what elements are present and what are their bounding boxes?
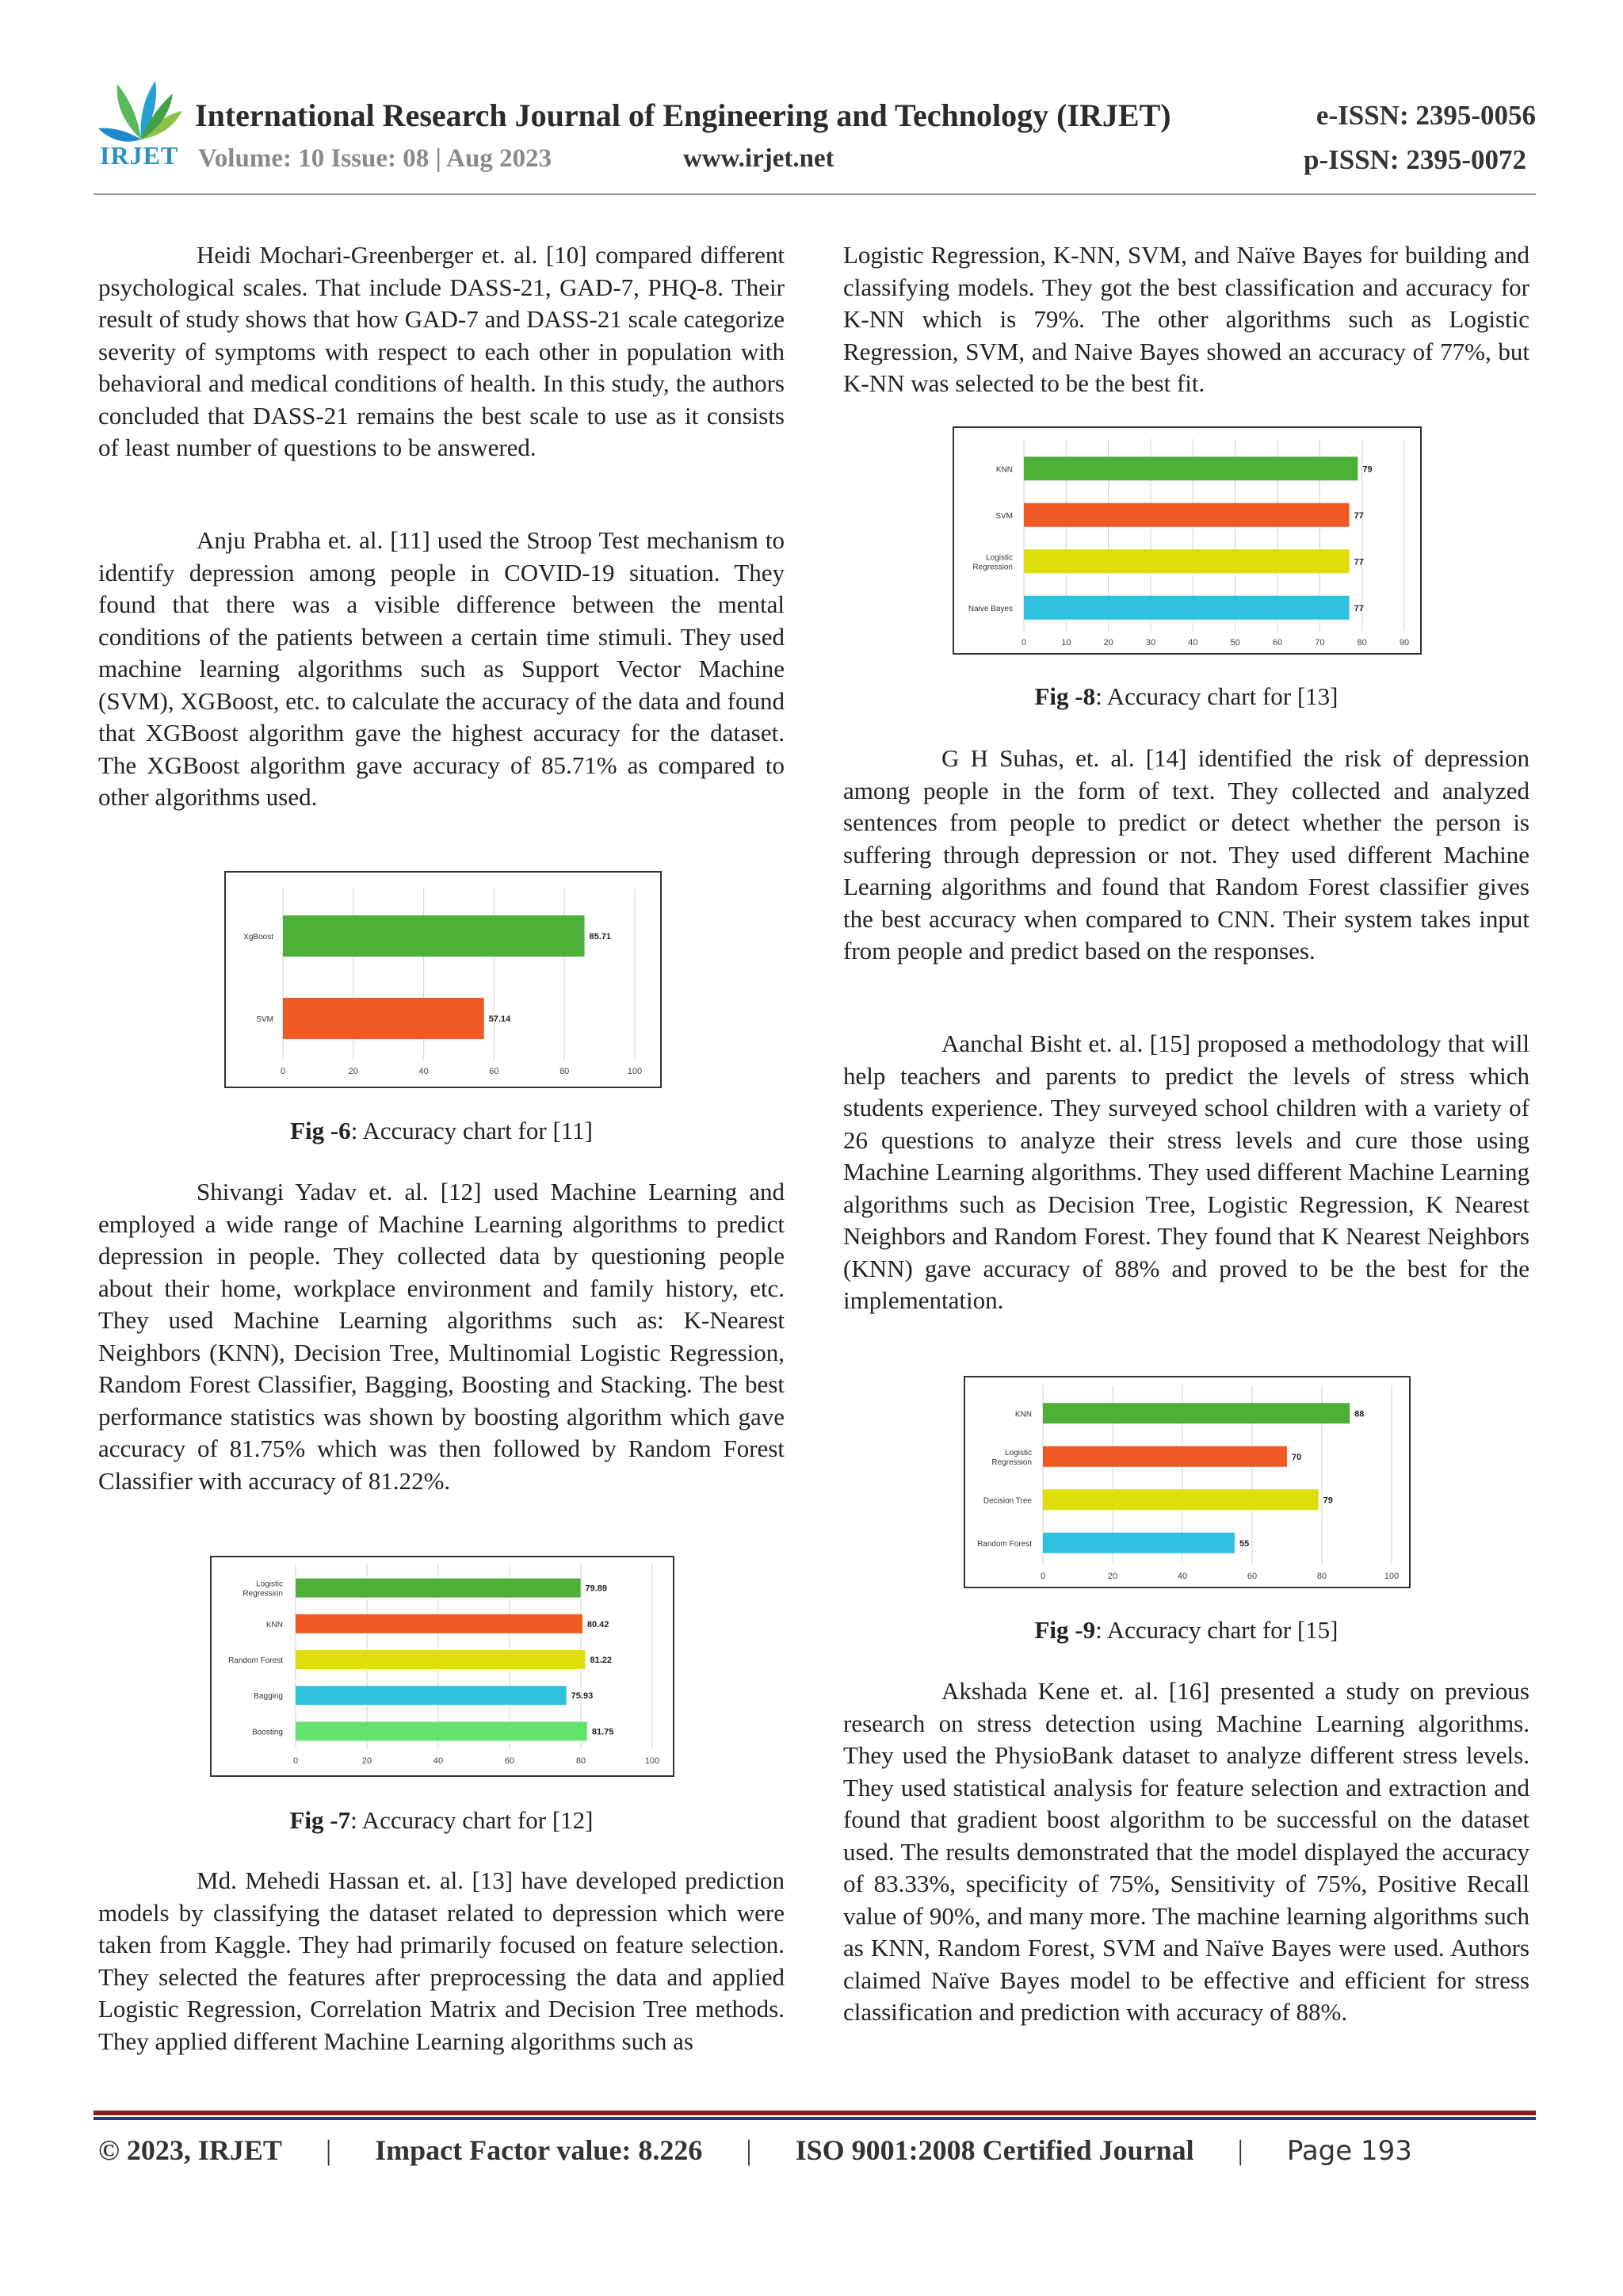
category-label: SVM	[995, 511, 1013, 521]
figure-8-caption	[843, 682, 1529, 711]
logo-text: IRJET	[100, 141, 179, 170]
figure-7-caption	[98, 1806, 785, 1835]
data-label: 79	[1323, 1496, 1333, 1506]
figure-caption-text: : Accuracy chart for [11]	[350, 1117, 593, 1144]
paragraph-text: Aanchal Bisht et. al. [15] proposed a methodology that will help teachers and parents to predict the levels of stress which students experience. They surveyed school children with a variety of 26 questions to analyze their stress levels and cure those using Machine Learning algorithms. They used different Machine Learning algorithms such as Decision Tree, Logistic Regression, K Nearest Neighbors and Random Forest. They found that K Nearest Neighbors (KNN) gave accuracy of 88% and proved to be the best for the implementation.	[843, 1030, 1529, 1314]
paragraph-text: Logistic Regression, K-NN, SVM, and Naïve Bayes for building and classifying models. They got the best classification and accuracy for K-NN which is 79%. The other algorithms such as Logistic Regression, SVM, and Naive Bayes showed an accuracy of 77%, but K-NN was selected to be the best fit.	[843, 241, 1529, 397]
x-tick-label: 40	[433, 1756, 444, 1766]
paragraph-text: Akshada Kene et. al. [16] presented a study on previous research on stress detection using Machine Learning algorithms. They used the PhysioBank dataset to analyze different stress levels. They used statistical analysis for feature selection and extraction and found that gradient boost algorithm to be successful on the dataset used. The results demonstrated that the model displayed the accuracy of 83.33%, specificity of 75%, Sensitivity of 75%, Positive Recall value of 90%, and many more. The machine learning algorithms such as KNN, Random Forest, SVM and Naïve Bayes were used. Authors claimed Naïve Bayes model to be effective and efficient for stress classification and prediction with accuracy of 88%.	[843, 1677, 1529, 2026]
paragraph-text: G H Suhas, et. al. [14] identified the risk of depression among people in the form of text. They collected and analyzed sentences from people to predict or detect whether the person is suffering through depression or not. They used different Machine Learning algorithms and found that Random Forest classifier gives the best accuracy when compared to CNN. Their system takes input from people and predict based on the responses.	[843, 744, 1529, 965]
category-label: KNN	[1014, 1410, 1032, 1419]
data-label: 81.22	[590, 1656, 613, 1665]
bar-chart-fig6	[226, 873, 660, 1087]
data-label: 79	[1362, 464, 1373, 475]
figure-caption-text: : Accuracy chart for [13]	[1095, 682, 1338, 710]
category-label: Boosting	[252, 1728, 283, 1737]
paragraph-yadav	[98, 1176, 785, 1497]
data-label: 77	[1354, 603, 1364, 613]
x-tick-label: 100	[1384, 1572, 1400, 1581]
category-label: Random Forest	[977, 1539, 1032, 1549]
bar	[1024, 549, 1350, 573]
x-tick-label: 60	[504, 1756, 515, 1766]
category-label: Random Forest	[228, 1656, 283, 1665]
x-tick-label: 80	[575, 1756, 586, 1766]
category-label: Bagging	[254, 1692, 283, 1702]
impact-factor: Impact Factor value: 8.226	[375, 2134, 703, 2166]
bar	[1024, 503, 1350, 527]
figure-8-chart	[953, 426, 1422, 655]
page-footer	[98, 2134, 1541, 2167]
x-tick-label: 80	[1357, 638, 1367, 648]
category-label: XgBoost	[243, 933, 273, 942]
bar	[1043, 1489, 1319, 1510]
bar-chart-fig9	[965, 1377, 1409, 1587]
figure-label: Fig -8	[1034, 682, 1096, 710]
footer-divider-blue	[94, 2117, 1536, 2120]
logo-leaves-icon	[94, 76, 189, 147]
bar	[1043, 1533, 1235, 1553]
pissn: p-ISSN: 2395-0072	[1303, 144, 1526, 175]
x-tick-label: 0	[1040, 1572, 1046, 1581]
bar	[1024, 596, 1350, 620]
x-tick-label: 100	[644, 1756, 660, 1766]
category-label: Regression	[991, 1457, 1032, 1467]
bar-chart-fig8	[954, 428, 1420, 653]
data-label: 79.89	[585, 1584, 608, 1594]
x-tick-label: 60	[1272, 638, 1283, 648]
data-label: 81.75	[591, 1727, 614, 1737]
category-label: Naive Bayes	[968, 604, 1013, 613]
x-tick-label: 40	[418, 1067, 429, 1076]
bar	[283, 998, 484, 1039]
bar-chart-fig7	[212, 1557, 673, 1775]
category-label: Decision Tree	[983, 1496, 1032, 1506]
x-tick-label: 30	[1145, 638, 1156, 648]
data-label: 80.42	[586, 1619, 609, 1629]
journal-website[interactable]: www.irjet.net	[683, 144, 834, 173]
x-tick-label: 20	[1107, 1572, 1118, 1581]
data-label: 85.71	[589, 932, 612, 942]
category-label: KNN	[265, 1620, 283, 1629]
paragraph-suhas	[843, 743, 1529, 968]
category-label: Logistic	[256, 1580, 283, 1589]
x-tick-label: 40	[1177, 1572, 1188, 1581]
x-tick-label: 50	[1230, 638, 1240, 648]
x-tick-label: 20	[361, 1756, 372, 1766]
bar	[1024, 457, 1358, 480]
bar	[283, 915, 585, 957]
data-label: 88	[1354, 1409, 1365, 1419]
bar	[296, 1579, 581, 1598]
paragraph-text: Anju Prabha et. al. [11] used the Stroop Test mechanism to identify depression among people in COVID-19 situation. They found that there was a visible difference between the mental conditions of the patients between a certain time stimuli. They used machine learning algorithms such as Support Vector Machine (SVM), XGBoost, etc. to calculate the accuracy of the data and found that XGBoost algorithm gave the highest accuracy for the dataset. The XGBoost algorithm gave accuracy of 85.71% as compared to other algorithms used.	[98, 526, 785, 811]
eissn: e-ISSN: 2395-0056	[1316, 100, 1536, 131]
category-label: Logistic	[986, 553, 1013, 563]
figure-caption-text: : Accuracy chart for [12]	[350, 1806, 594, 1834]
bar	[296, 1650, 585, 1669]
x-tick-label: 60	[489, 1067, 499, 1076]
figure-6-chart	[224, 871, 662, 1088]
irjet-logo	[94, 76, 189, 171]
page-number: Page 193	[1286, 2135, 1412, 2167]
x-tick-label: 100	[627, 1067, 643, 1076]
footer-divider-red	[94, 2111, 1536, 2115]
bar	[296, 1614, 582, 1633]
figure-label: Fig -7	[289, 1806, 351, 1834]
header-divider	[94, 193, 1536, 195]
x-tick-label: 10	[1061, 638, 1071, 648]
x-tick-label: 70	[1315, 638, 1325, 648]
bar	[296, 1686, 567, 1705]
x-tick-label: 20	[1103, 638, 1113, 648]
category-label: Regression	[972, 563, 1013, 572]
paragraph-hassan	[98, 1865, 785, 2057]
iso-certification: ISO 9001:2008 Certified Journal	[795, 2134, 1194, 2166]
category-label: KNN	[995, 465, 1013, 475]
x-tick-label: 20	[348, 1067, 358, 1076]
x-tick-label: 80	[559, 1067, 570, 1076]
category-label: SVM	[256, 1015, 273, 1024]
journal-header	[94, 76, 1536, 195]
category-label: Regression	[242, 1589, 283, 1599]
figure-9-chart	[964, 1376, 1411, 1588]
figure-label: Fig -9	[1034, 1616, 1096, 1644]
paragraph-bisht	[843, 1028, 1529, 1317]
paragraph-text: Heidi Mochari-Greenberger et. al. [10] compared different psychological scales. That include DASS-21, GAD-7, PHQ-8. Their result of study shows that how GAD-7 and DASS-21 scale categorize severity of symptoms with respect to each other in population with behavioral and medical conditions of health. In this study, the authors concluded that DASS-21 remains the best scale to use as it consists of least number of questions to be answered.	[98, 241, 785, 461]
paragraph-text: Shivangi Yadav et. al. [12] used Machine Learning and employed a wide range of Machine Learning algorithms to predict depression in people. They collected data by questioning people about their home, workplace environment and family history, etc. They used Machine Learning algorithms such as: K-Nearest Neighbors (KNN), Decision Tree, Multinomial Logistic Regression, Random Forest Classifier, Bagging, Boosting and Stacking. The best performance statistics was shown by boosting algorithm which gave accuracy of 81.75% which was then followed by Random Forest Classifier with accuracy of 81.22%.	[98, 1178, 785, 1495]
bar	[1043, 1446, 1287, 1467]
figure-7-chart	[210, 1556, 674, 1777]
x-tick-label: 60	[1247, 1572, 1258, 1581]
x-tick-label: 40	[1188, 638, 1198, 648]
data-label: 57.14	[488, 1014, 511, 1024]
data-label: 75.93	[571, 1691, 594, 1702]
journal-title: International Research Journal of Engineering and Technology (IRJET)	[195, 97, 1171, 133]
paragraph-mochari	[98, 239, 785, 464]
figure-caption-text: : Accuracy chart for [15]	[1095, 1616, 1338, 1644]
x-tick-label: 0	[292, 1756, 299, 1766]
data-label: 77	[1354, 510, 1364, 521]
paragraph-hassan-cont	[843, 239, 1529, 400]
figure-6-caption	[98, 1117, 785, 1145]
x-tick-label: 0	[280, 1067, 286, 1076]
footer-separator: |	[746, 2134, 752, 2166]
figure-label: Fig -6	[290, 1117, 351, 1144]
bar	[1043, 1403, 1350, 1423]
footer-separator: |	[1237, 2134, 1243, 2166]
paragraph-text: Md. Mehedi Hassan et. al. [13] have developed prediction models by classifying the dataset related to depression which were taken from Kaggle. They had primarily focused on feature selection. They selected the features after preprocessing the data and applied Logistic Regression, Correlation Matrix and Decision Tree methods. They applied different Machine Learning algorithms such as	[98, 1866, 785, 2055]
x-tick-label: 80	[1316, 1572, 1327, 1581]
paragraph-prabha	[98, 525, 785, 814]
data-label: 70	[1292, 1452, 1302, 1462]
bar	[296, 1721, 587, 1740]
footer-separator: |	[325, 2134, 332, 2166]
paragraph-kene	[843, 1675, 1529, 2029]
copyright: © 2023, IRJET	[98, 2134, 282, 2166]
x-tick-label: 90	[1399, 638, 1410, 648]
figure-9-caption	[843, 1616, 1529, 1645]
category-label: Logistic	[1005, 1448, 1032, 1457]
data-label: 77	[1354, 557, 1364, 567]
x-tick-label: 0	[1021, 638, 1027, 648]
issue-info: Volume: 10 Issue: 08 | Aug 2023	[198, 144, 552, 173]
data-label: 55	[1239, 1538, 1250, 1549]
